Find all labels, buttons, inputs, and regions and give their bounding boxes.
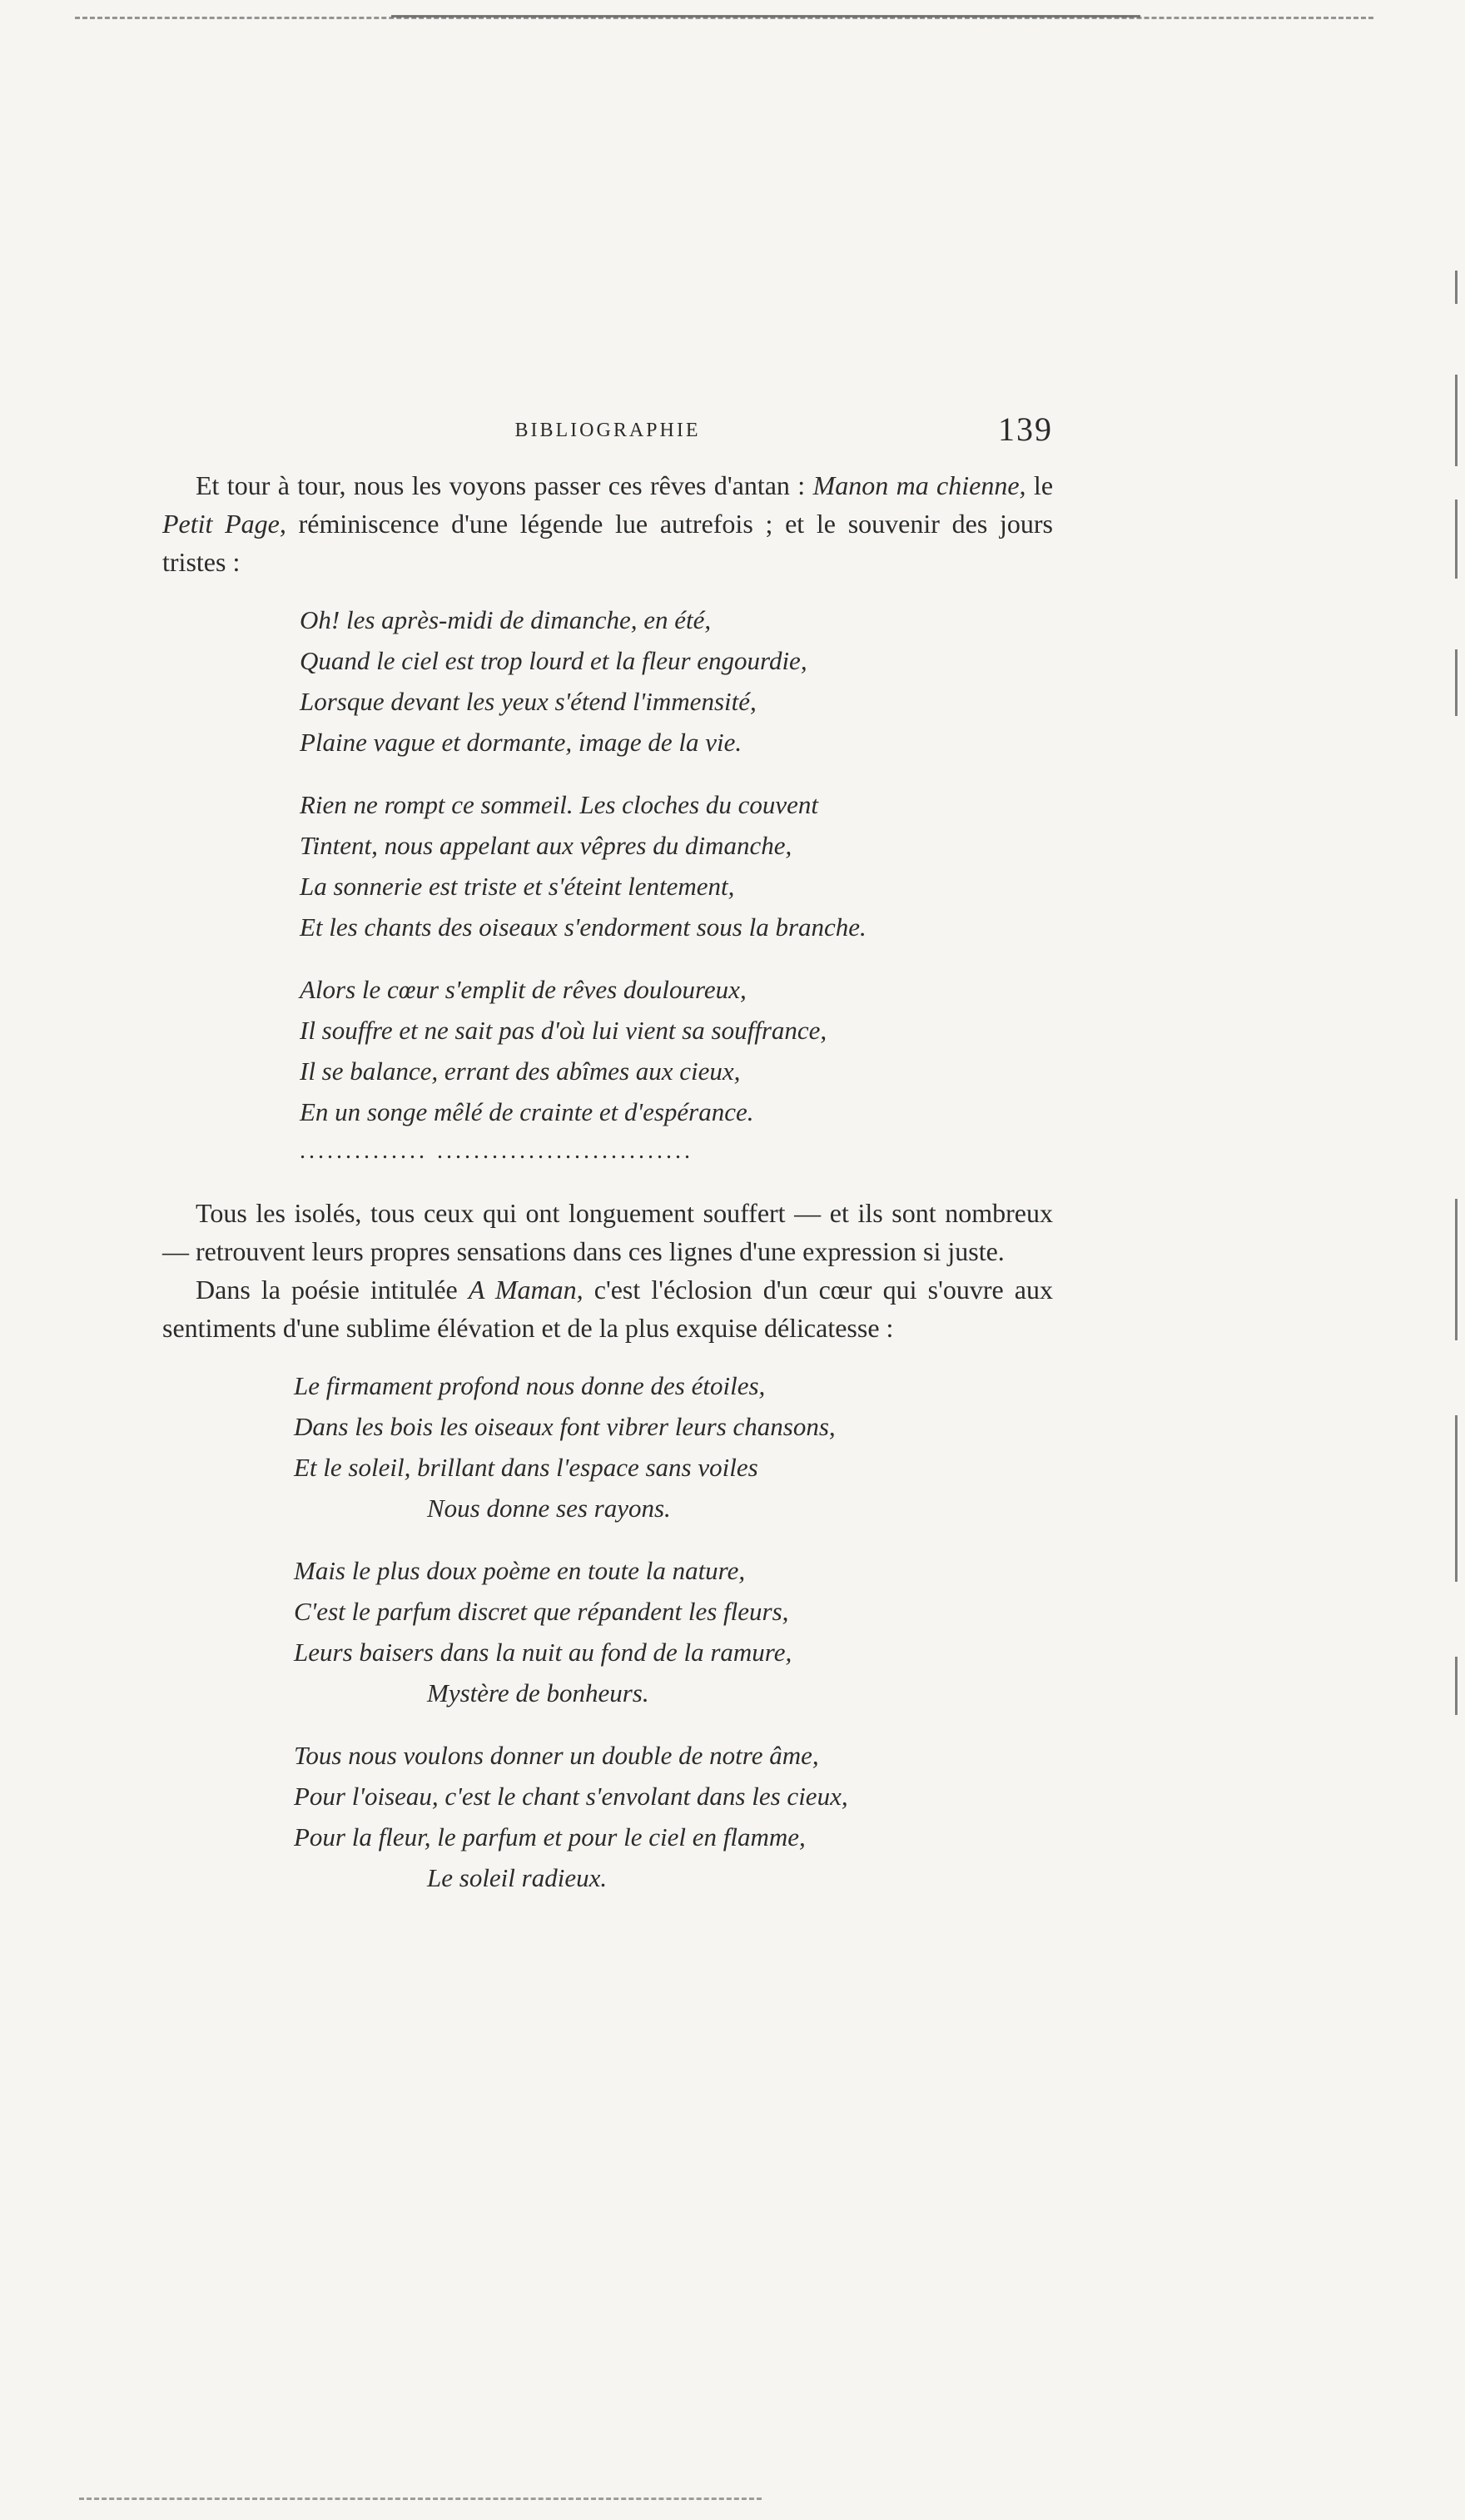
paragraph-text: Et tour à tour, nous les voyons passer ces rêves d'antan :	[196, 470, 813, 500]
verse-line: Plaine vague et dormante, image de la vie.	[300, 728, 742, 757]
verse-line: Leurs baisers dans la nuit au fond de la ramure,	[294, 1638, 792, 1667]
verse-line: Tintent, nous appelant aux vêpres du dimanche,	[300, 831, 792, 860]
verse-line: Dans les bois les oiseaux font vibrer leurs chansons,	[294, 1412, 836, 1441]
scan-edge-right-mark	[1455, 1199, 1458, 1340]
poem-1-stanza-2	[162, 784, 1053, 947]
verse-line: Quand le ciel est trop lourd et la fleur engourdie,	[300, 646, 807, 675]
verse-line: Alors le cœur s'emplit de rêves douloureux,	[300, 975, 747, 1004]
verse-line: Et les chants des oiseaux s'endorment sous la branche.	[300, 912, 867, 942]
verse-line: C'est le parfum discret que répandent les fleurs,	[294, 1597, 789, 1626]
page-number: 139	[998, 410, 1053, 448]
italic-title: Manon ma chienne,	[812, 470, 1026, 500]
paragraph-isoles: Tous les isolés, tous ceux qui ont longuement souffert — et ils sont nombreux — retrouvent leurs propres sensations dans ces lignes d'une expression si juste.	[162, 1198, 1053, 1266]
verse-line: Il se balance, errant des abîmes aux cieux,	[300, 1056, 741, 1086]
verse-line: Mystère de bonheurs.	[427, 1678, 649, 1707]
poem-2-stanza-1	[162, 1365, 1053, 1528]
verse-line: Pour l'oiseau, c'est le chant s'envolant dans les cieux,	[294, 1782, 848, 1811]
scan-edge-right-mark	[1455, 271, 1458, 304]
verse-line: Rien ne rompt ce sommeil. Les cloches du couvent	[300, 790, 818, 819]
verse-line: Oh! les après-midi de dimanche, en été,	[300, 605, 712, 634]
paragraph-text: le	[1026, 470, 1054, 500]
paragraph-a-maman	[162, 1270, 1053, 1347]
verse-line: Pour la fleur, le parfum et pour le ciel en flamme,	[294, 1822, 806, 1851]
poem-2-stanza-3	[162, 1735, 1053, 1898]
paragraph-text: Dans la poésie intitulée	[196, 1275, 469, 1305]
scan-edge-right-mark	[1455, 1415, 1458, 1582]
verse-line: Il souffre et ne sait pas d'où lui vient sa souffrance,	[300, 1016, 827, 1045]
scan-edge-right-mark	[1455, 375, 1458, 466]
verse-line: Et le soleil, brillant dans l'espace sans voiles	[294, 1453, 758, 1482]
verse-line: Lorsque devant les yeux s'étend l'immensité,	[300, 687, 757, 716]
poem-1-stanza-1	[162, 599, 1053, 763]
verse-line: La sonnerie est triste et s'éteint lentement,	[300, 872, 735, 901]
verse-line: Tous nous voulons donner un double de notre âme,	[294, 1741, 819, 1770]
poem-1-stanza-3	[162, 969, 1053, 1132]
paragraph-text: c'est l'éclosion d'un cœur qui s'ouvre aux sentiments d'une sublime élévation et de la plus exquise délicatesse :	[162, 1275, 1054, 1343]
scan-edge-right-mark	[1455, 500, 1458, 579]
verse-line: En un songe mêlé de crainte et d'espérance.	[300, 1097, 754, 1126]
italic-title: A Maman,	[468, 1275, 584, 1305]
verse-line: Mais le plus doux poème en toute la nature,	[294, 1556, 746, 1585]
scan-edge-top-line	[391, 15, 1140, 17]
page-header	[162, 408, 1053, 466]
verse-line: Le soleil radieux.	[427, 1863, 608, 1892]
paragraph-intro	[162, 466, 1053, 581]
verse-line: Nous donne ses rayons.	[427, 1494, 671, 1523]
paragraph-text: réminiscence d'une légende lue autrefois ; et le souvenir des jours tristes :	[162, 509, 1054, 577]
scan-edge-right-mark	[1455, 1657, 1458, 1715]
ellipsis-dots: .............. ............................	[300, 1138, 693, 1164]
scan-edge-bottom	[79, 2498, 762, 2500]
page-body	[162, 408, 1053, 1920]
italic-title: Petit Page,	[162, 509, 286, 539]
poem-2-stanza-2	[162, 1550, 1053, 1713]
running-head: BIBLIOGRAPHIE	[514, 420, 701, 441]
verse-line: Le firmament profond nous donne des étoiles,	[294, 1371, 766, 1400]
scan-edge-right-mark	[1455, 649, 1458, 716]
